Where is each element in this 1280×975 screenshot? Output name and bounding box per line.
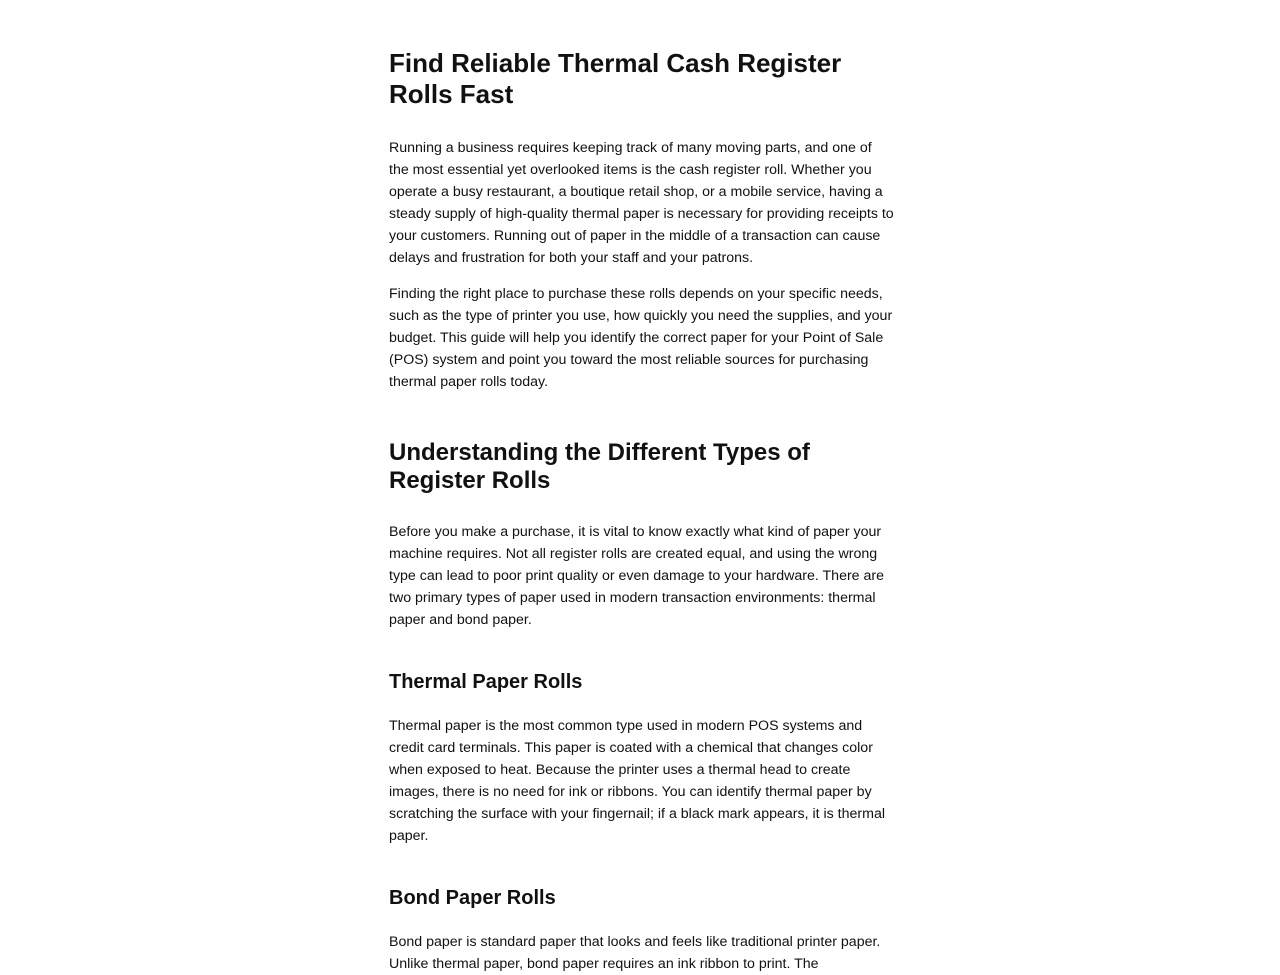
- section-paragraph-types: Before you make a purchase, it is vital to know exactly what kind of paper your machine requires. Not all register rolls are created equal, and using the wrong type can lead to poor print quality or even damage to your hardware. There are two primary types of paper used in modern transaction environments: thermal paper and bond paper.: [389, 524, 885, 628]
- subheading-thermal: Thermal Paper Rolls: [389, 671, 583, 693]
- page-title: Find Reliable Thermal Cash Register Rolls Fast: [389, 48, 842, 109]
- intro-paragraph-1: Running a business requires keeping track of many moving parts, and one of the most essential yet overlooked items is the cash register roll. Whether you operate a busy restaurant, a boutique retail shop, or a mobile service, having a steady supply of high-quality thermal paper is necessary for providing receipts to your customers. Running out of paper in the middle of a transaction can cause delays and frustration for both your staff and your patrons.: [389, 140, 894, 266]
- intro-paragraph-2: Finding the right place to purchase these rolls depends on your specific needs, such as the type of printer you use, how quickly you need the supplies, and your budget. This guide will help you identify the correct paper for your Point of Sale (POS) system and point you toward the most reliable sources for purchasing thermal paper rolls today.: [389, 286, 893, 390]
- subheading-bond: Bond Paper Rolls: [389, 887, 556, 909]
- paragraph-bond: Bond paper is standard paper that looks and feels like traditional printer paper. Unlike thermal paper, bond paper requires an ink ribbon to print. The: [389, 934, 881, 972]
- paragraph-thermal: Thermal paper is the most common type used in modern POS systems and credit card terminals. This paper is coated with a chemical that changes color when exposed to heat. Because the printer uses a thermal head to create images, there is no need for ink or ribbons. You can identify thermal paper by scratching the surface with your fingernail; if a black mark appears, it is thermal paper.: [389, 718, 885, 844]
- section-heading-types: Understanding the Different Types of Register Rolls: [389, 439, 810, 494]
